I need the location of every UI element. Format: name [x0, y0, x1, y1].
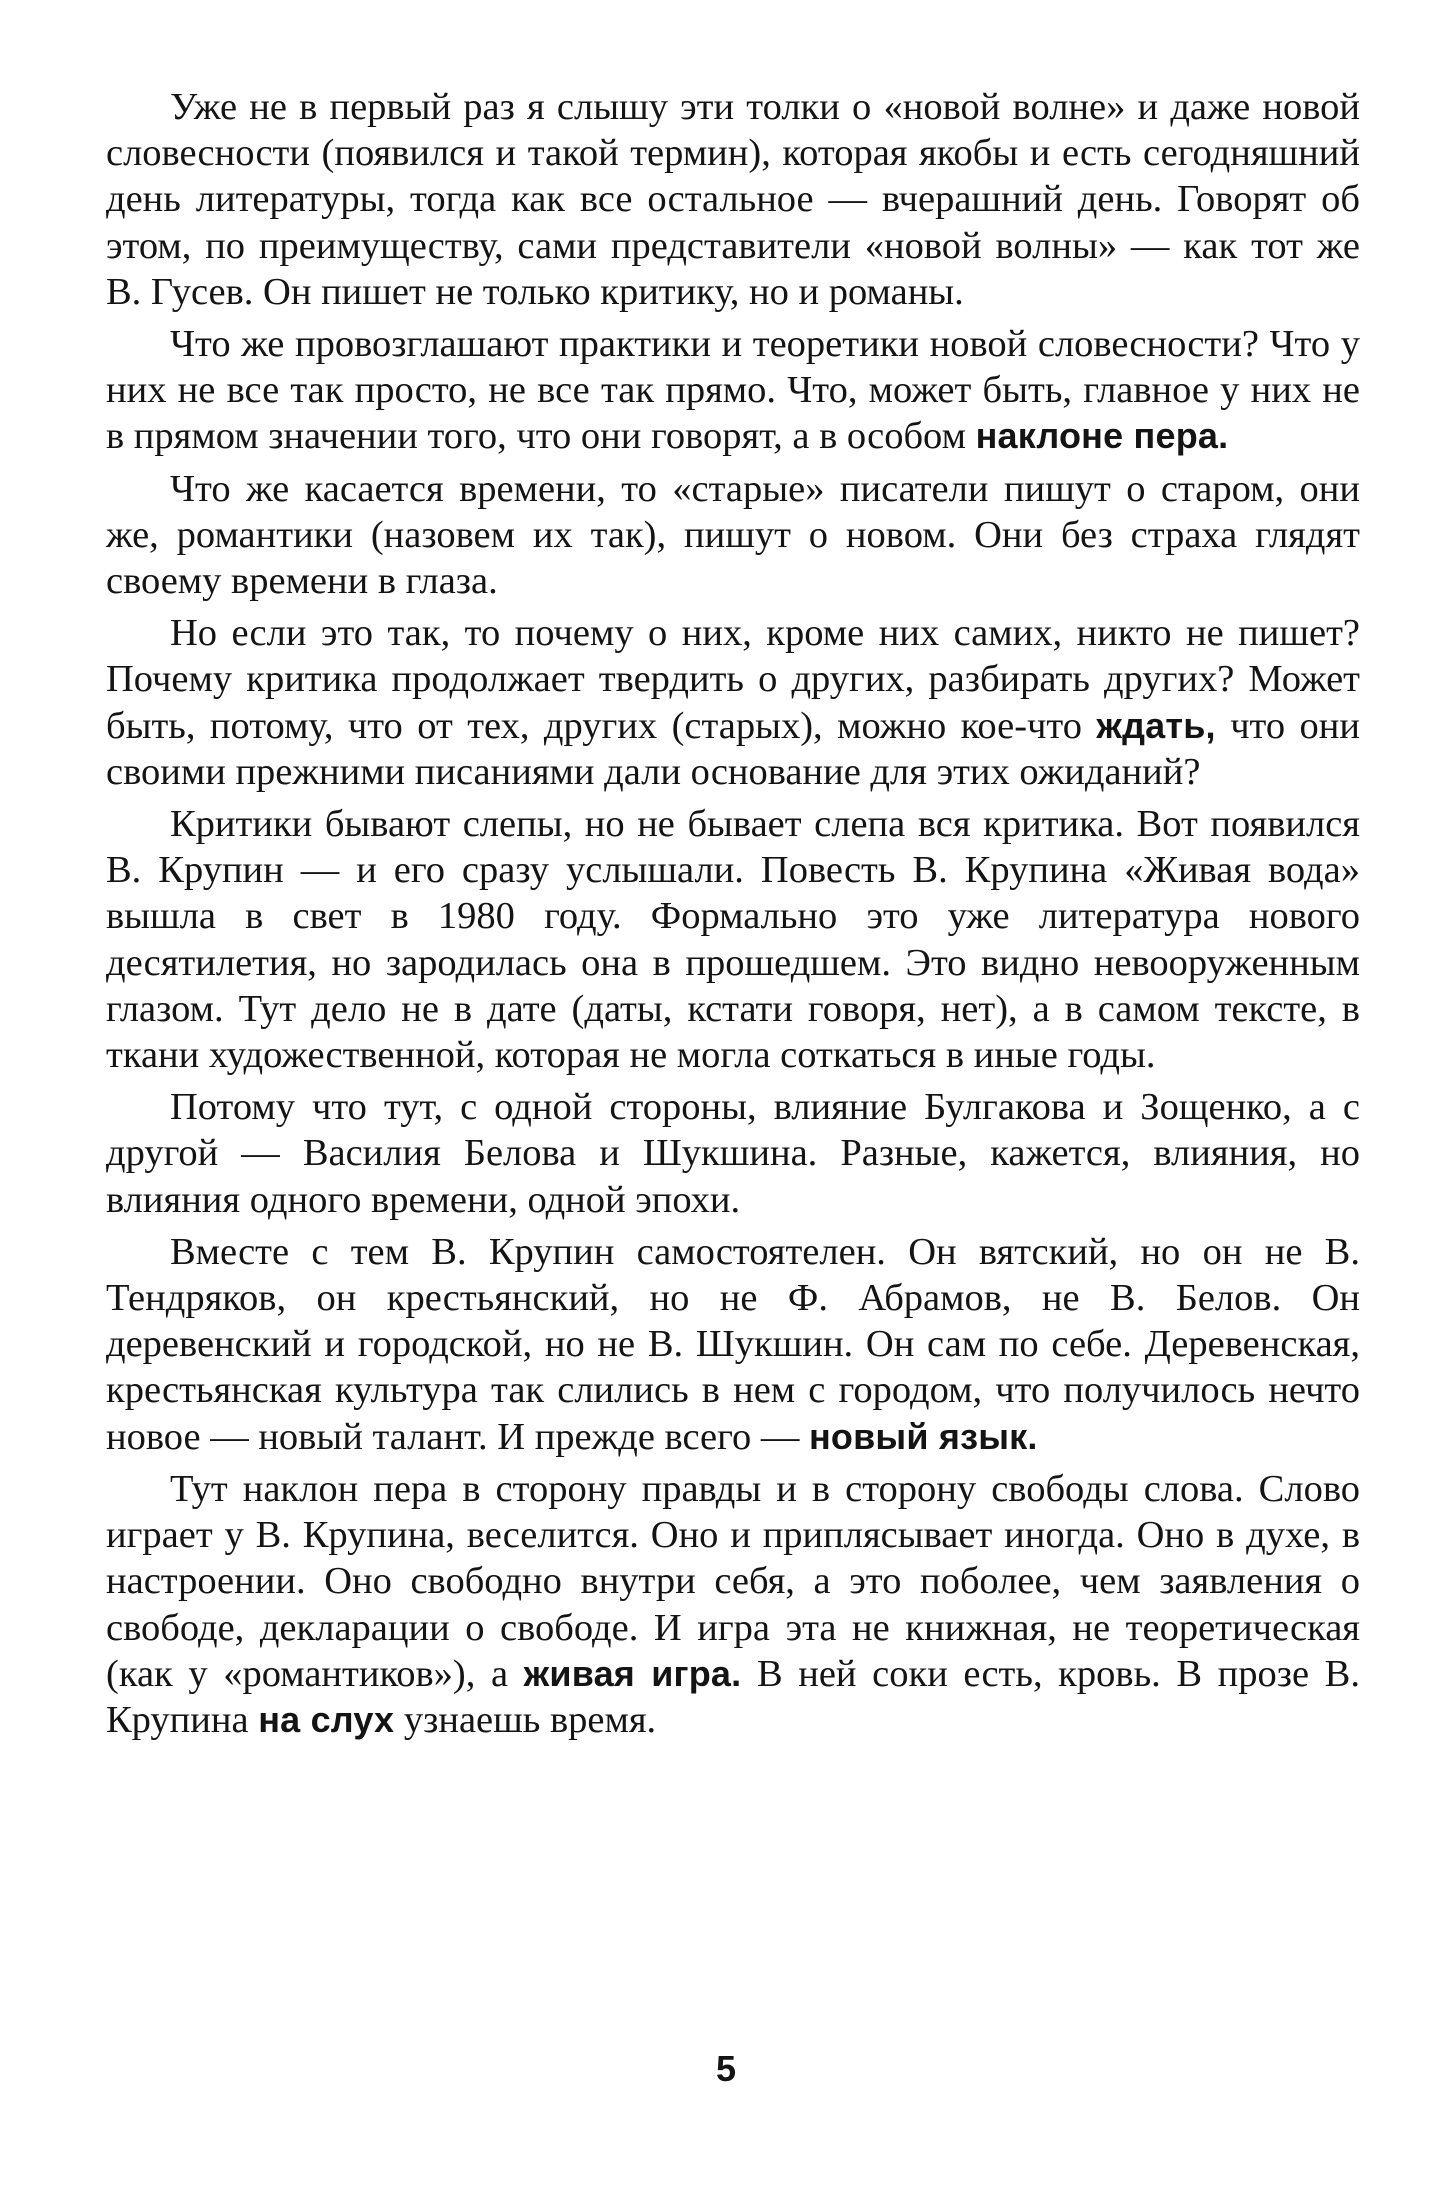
text-run: В ней соки есть, кровь. В прозе В. Крупина	[106, 1652, 1360, 1741]
paragraph	[106, 1466, 1360, 1743]
emphasis-text: на слух	[258, 1698, 395, 1740]
text-run: Тут наклон пера в сторону правды и в сторону свободы слова. Слово играет у В. Крупина, веселится. Оно и приплясывает иногда. Оно в духе, в настроении. Оно свободно внутри себя, а это поболее, чем заявления о свободе, декларации о свободе. И игра эта не книжная, не теоретическая (как у «романтиков»), а	[106, 1467, 1360, 1695]
text-run: Потому что тут, с одной стороны, влияние Булгакова и Зощенко, а с другой — Василия Белова и Шукшина. Разные, кажется, влияния, но влияния одного времени, одной эпохи.	[106, 1086, 1360, 1221]
emphasis-text: ждать,	[1096, 704, 1216, 746]
emphasis-text: живая игра.	[523, 1652, 742, 1694]
text-run: Но если это так, то почему о них, кроме них самих, никто не пишет? Почему критика продолжает твердить о других, разбирать других? Может быть, потому, что от тех, других (старых), можно кое-что	[106, 612, 1360, 747]
emphasis-text: наклоне пера.	[975, 415, 1229, 457]
text-run: Что же провозглашают практики и теоретики новой словесности? Что у них не все так просто, не все так прямо. Что, может быть, главное у них не в прямом значении того, что они говорят, а в особом	[106, 323, 1360, 458]
text-run: Критики бывают слепы, но не бывает слепа вся критика. Вот появился В. Крупин — и его сразу услышали. Повесть В. Крупина «Живая вода» вышла в свет в 1980 году. Формально это уже литература нового десятилетия, но зародилась она в прошедшем. Это видно невооруженным глазом. Тут дело не в дате (даты, кстати говоря, нет), а в самом тексте, в ткани художественной, которая не могла соткаться в иные годы.	[106, 803, 1360, 1077]
paragraph	[106, 801, 1360, 1078]
paragraph	[106, 1229, 1360, 1460]
paragraph	[106, 610, 1360, 795]
paragraph	[106, 1084, 1360, 1223]
paragraph	[106, 321, 1360, 460]
text-run: Вместе с тем В. Крупин самостоятелен. Он вятский, но он не В. Тендряков, он крестьянский, но не Ф. Абрамов, не В. Белов. Он деревенский и городской, но не В. Шукшин. Он сам по себе. Деревенская, крестьянская культура так слились в нем с городом, что получилось нечто новое — новый талант. И прежде всего —	[106, 1230, 1360, 1458]
text-run: что они своими прежними писаниями дали основание для этих ожиданий?	[106, 704, 1361, 793]
page-number: 5	[715, 2048, 737, 2089]
paragraph	[106, 466, 1360, 605]
text-run: узнаешь время.	[394, 1698, 657, 1741]
body-text	[106, 84, 1360, 1749]
paragraph	[106, 84, 1360, 315]
emphasis-text: новый язык.	[808, 1415, 1038, 1457]
text-run: Уже не в первый раз я слышу эти толки о «новой волне» и даже новой словесности (появился и такой термин), которая якобы и есть сегодняшний день литературы, тогда как все остальное — вчерашний день. Говорят об этом, по преимуществу, сами представители «новой волны» — как тот же В. Гусев. Он пишет не только критику, но и романы.	[106, 86, 1360, 313]
text-run: Что же касается времени, то «старые» писатели пишут о старом, они же, романтики (назовем их так), пишут о новом. Они без страха глядят своему времени в глаза.	[106, 467, 1360, 603]
